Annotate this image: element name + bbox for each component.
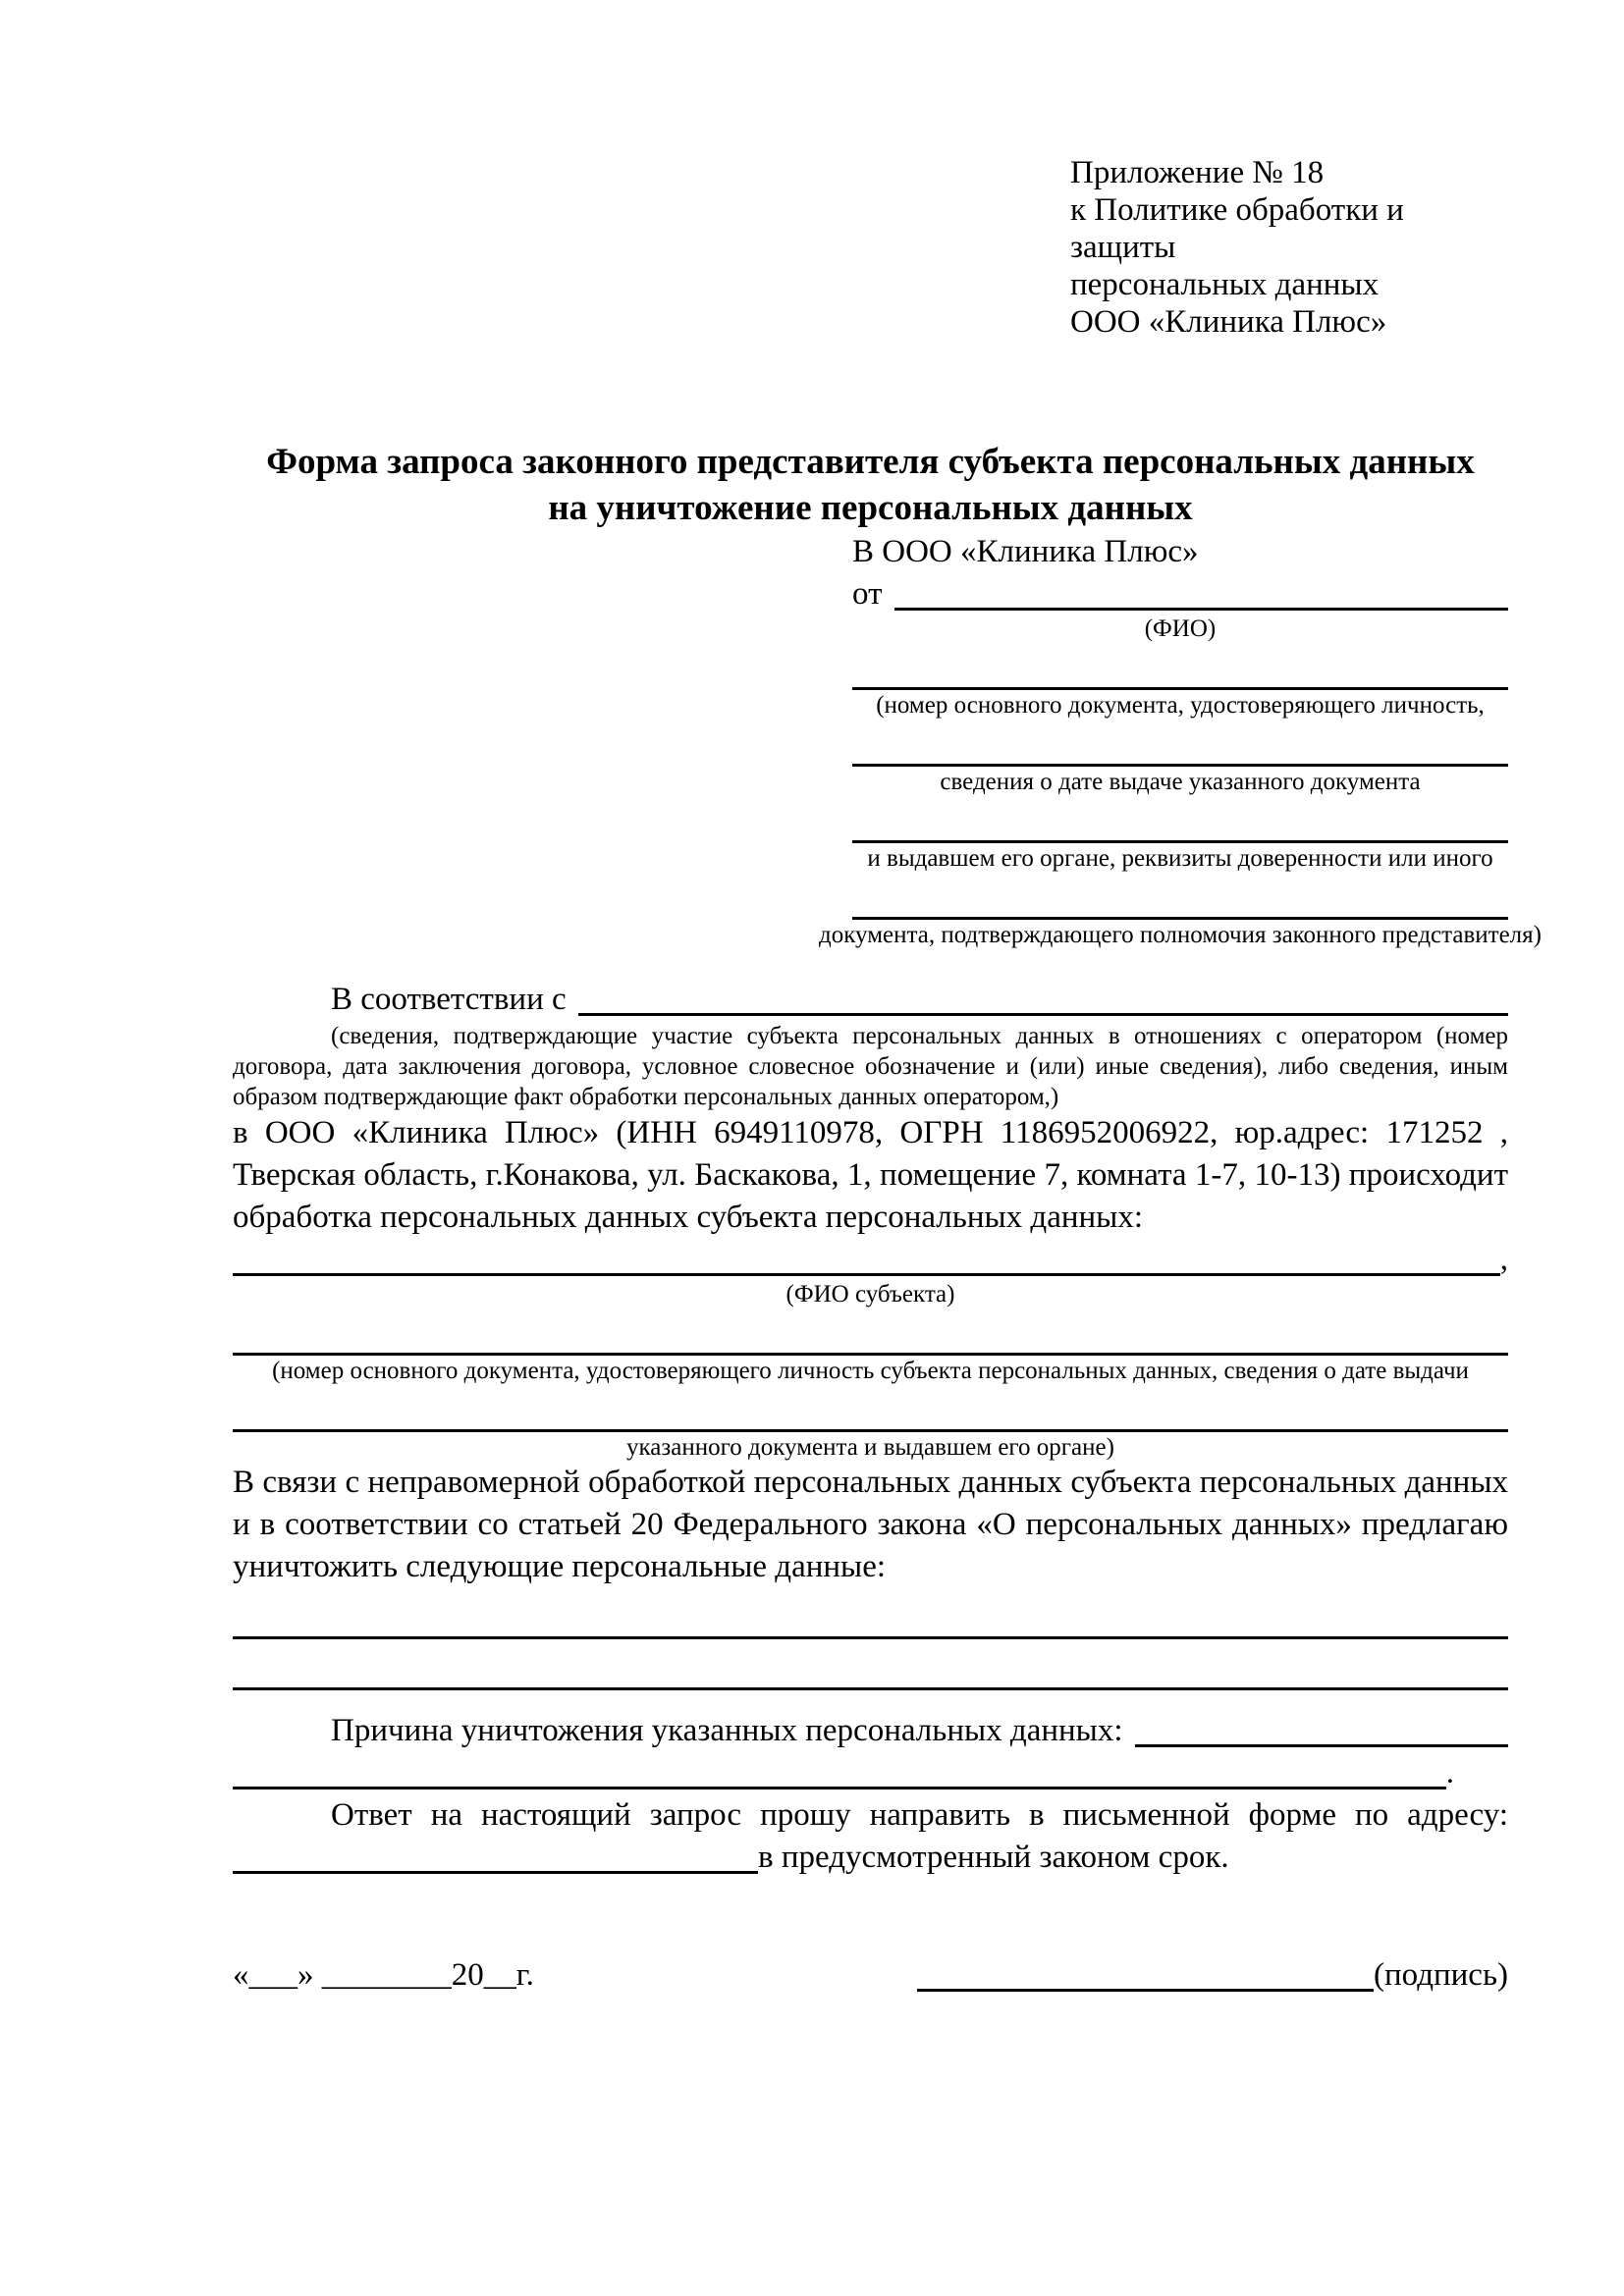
reply-label: Ответ на настоящий запрос прошу направить в письменной форме по адресу: <box>331 1797 1508 1833</box>
signature-group <box>917 1953 1508 1997</box>
footer <box>233 1952 1508 1997</box>
subject-fio-caption: (ФИО субъекта) <box>785 1281 955 1308</box>
id-doc-blank-line-4 <box>852 873 1508 920</box>
destruction-blank-line-1 <box>233 1588 1508 1639</box>
subject-fio-blank-line <box>233 1239 1500 1276</box>
subject-doc-blank-line-1 <box>233 1308 1508 1356</box>
reply-suffix-text: в предусмотренный законом срок. <box>758 1840 1229 1875</box>
accordance-blank-line <box>578 979 1508 1016</box>
form-title-line-2: на уничтожение персональных данных <box>548 488 1193 528</box>
subject-line-comma: , <box>1499 1242 1508 1277</box>
destruction-paragraph: В связи с неправомерной обработкой персональных данных субъекта персональных данных и в соответствии со статьей 20 Федерального закона «О персональных данных» предлагаю уничтожить следующие персональные данные: <box>233 1465 1508 1584</box>
appendix-note <box>1070 154 1508 341</box>
accordance-row <box>233 979 1508 1021</box>
addressee-to: В ООО «Клиника Плюс» <box>852 534 1199 569</box>
reason-period: . <box>1445 1755 1454 1790</box>
id-doc-caption-1: (номер основного документа, удостоверяющего личность, <box>876 692 1485 719</box>
reason-blank-line-2 <box>233 1752 1446 1789</box>
appendix-note-line: к Политике обработки и защиты <box>1070 192 1404 265</box>
id-doc-blank-line-2 <box>852 720 1508 767</box>
id-doc-blank-line-3 <box>852 796 1508 843</box>
from-row <box>852 573 1508 615</box>
signature-blank-line <box>917 1953 1374 1992</box>
form-title <box>233 439 1508 531</box>
reason-row-2 <box>233 1752 1508 1794</box>
from-label: от <box>852 576 883 612</box>
destruction-blank-line-2 <box>233 1639 1508 1690</box>
id-doc-caption-4: документа, подтверждающего полномочия законного представителя) <box>819 922 1542 948</box>
reason-row <box>233 1710 1508 1752</box>
id-doc-blank-line-1 <box>852 643 1508 690</box>
id-doc-caption-3: и выдавшем его органе, реквизиты доверенности или иного <box>867 845 1493 872</box>
reply-address-blank-line <box>233 1837 758 1874</box>
operator-paragraph: в ООО «Клиника Плюс» (ИНН 6949110978, ОГРН 1186952006922, юр.адрес: 171252 , Тверская область, г.Конакова, ул. Баскакова, 1, помещение 7, комната 1-7, 10-13) происходит обработка персональных данных субъекта персональных данных: <box>233 1115 1508 1235</box>
id-doc-caption-2: сведения о дате выдаче указанного документа <box>940 769 1421 795</box>
appendix-note-line: ООО «Клиника Плюс» <box>1070 304 1387 340</box>
reason-label: Причина уничтожения указанных персональных данных: <box>331 1713 1123 1748</box>
form-title-line-1: Форма запроса законного представителя субъекта персональных данных <box>266 442 1475 482</box>
appendix-note-line: Приложение № 18 <box>1070 155 1325 190</box>
appendix-note-line: персональных данных <box>1070 267 1380 302</box>
date-line: «___» ________20__г. <box>233 1957 534 1993</box>
reply-paragraph <box>233 1794 1508 1837</box>
accordance-label: В соответствии с <box>331 982 567 1017</box>
subject-fio-row <box>233 1239 1508 1281</box>
subject-doc-blank-line-2 <box>233 1385 1508 1432</box>
subject-doc-caption-2: указанного документа и выдавшем его органе) <box>626 1434 1114 1461</box>
signature-caption: (подпись) <box>1374 1957 1508 1993</box>
reason-blank-line <box>1135 1710 1508 1747</box>
reply-address-row <box>233 1837 1508 1879</box>
fio-caption: (ФИО) <box>1144 615 1217 642</box>
accordance-caption: (сведения, подтверждающие участие субъекта персональных данных в отношениях с оператором (номер договора, дата заключения договора, условное словесное обозначение и (или) иные сведения), либо сведения, иным образом подтверждающие факт обработки персональных данных оператором,) <box>233 1023 1508 1110</box>
addressee-block <box>819 531 1542 949</box>
subject-doc-caption-1: (номер основного документа, удостоверяющего личность субъекта персональных данных, сведения о дате выдачи <box>272 1358 1469 1384</box>
from-blank-line <box>894 573 1509 611</box>
